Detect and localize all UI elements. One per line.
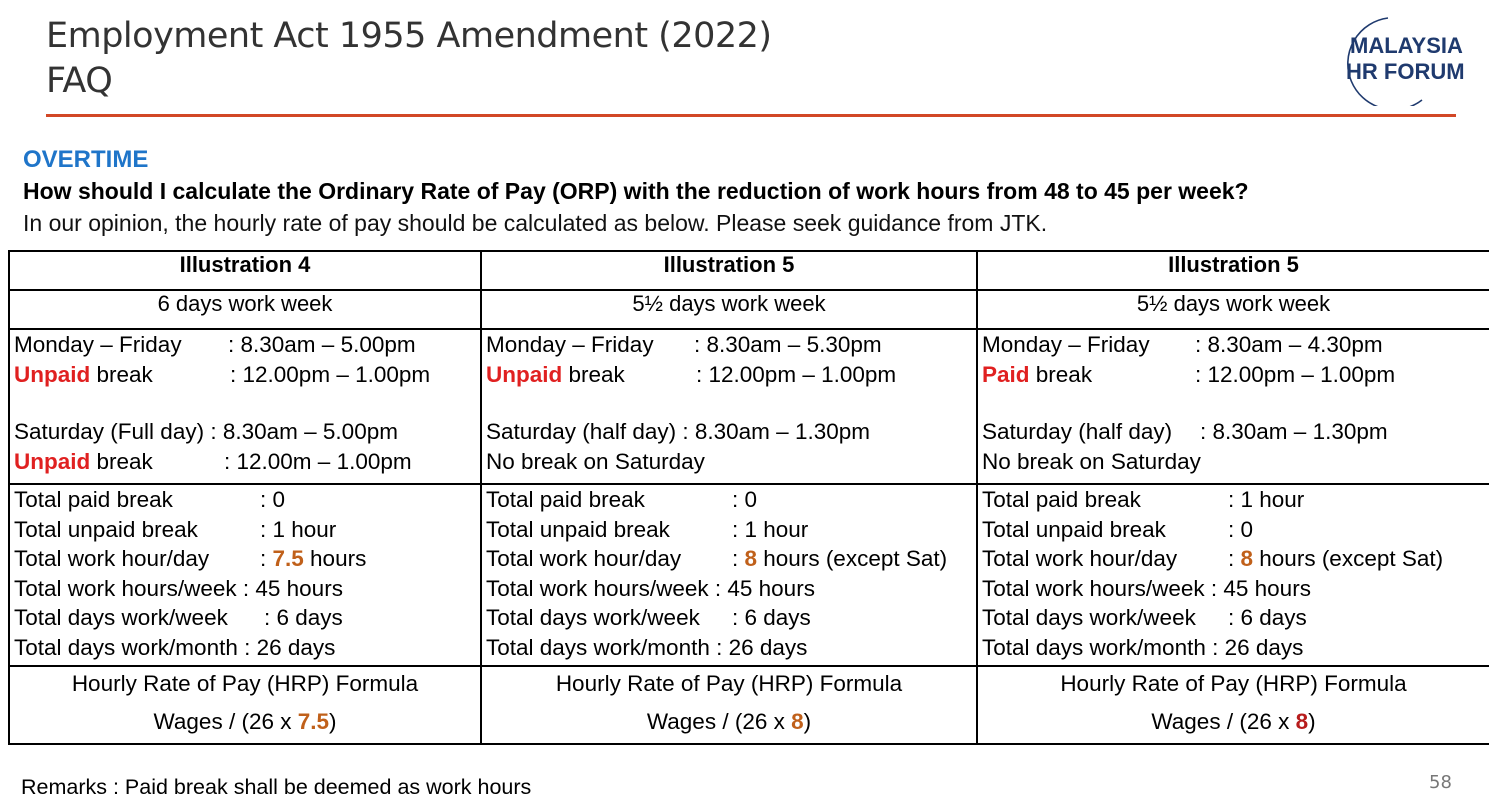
- no-break-note: No break on Saturday: [486, 448, 705, 474]
- unpaid-break-label: Total unpaid break: [14, 516, 198, 542]
- saturday-line: [982, 417, 1485, 447]
- hour-day-label: Total work hour/day: [486, 546, 682, 571]
- days-week-value: : 6 days: [732, 605, 811, 630]
- days-month-label: Total days work/month: [14, 634, 238, 660]
- hours-week-value: : 45 hours: [714, 575, 815, 601]
- formula-number: 8: [791, 709, 804, 734]
- week-type-row: [9, 290, 1489, 329]
- formula-title: Hourly Rate of Pay (HRP) Formula: [71, 671, 419, 696]
- break-line: [14, 360, 476, 390]
- title-line-2: FAQ: [46, 61, 113, 101]
- slide-title: [46, 14, 772, 104]
- remarks-note: Remarks : Paid break shall be deemed as work hours: [21, 775, 532, 799]
- paid-break-label: Total paid break: [982, 487, 1141, 512]
- hour-day-prefix: :: [1228, 546, 1241, 571]
- formula-expression: Wages / (26 x 8): [646, 709, 812, 734]
- table-header-row: [9, 251, 1489, 290]
- days-week-value: : 6 days: [1228, 605, 1307, 630]
- totals-cell: [9, 484, 481, 666]
- break-label: break: [90, 361, 153, 387]
- illustration-table: [8, 250, 1489, 745]
- weekday-line: [14, 330, 476, 360]
- hours-week-label: Total work hours/week: [486, 575, 709, 601]
- weekday-label: Monday – Friday: [14, 332, 182, 357]
- page-number: 58: [1429, 772, 1452, 793]
- break-kind: Unpaid: [486, 361, 563, 387]
- saturday-value: : 8.30am – 5.00pm: [210, 419, 398, 444]
- break-kind: Unpaid: [14, 448, 91, 474]
- days-week-label: Total days work/week: [982, 605, 1196, 630]
- hour-day-suffix: hours: [303, 546, 367, 571]
- saturday-line: [14, 417, 476, 447]
- title-line-1: Employment Act 1955 Amendment (2022): [46, 16, 772, 56]
- totals-cell: [481, 484, 977, 666]
- totals-cell: [977, 484, 1489, 666]
- formula-number: 8: [1295, 709, 1309, 734]
- saturday-label: Saturday (Full day): [14, 419, 205, 444]
- break-line: [982, 360, 1485, 390]
- days-month-value: : 26 days: [716, 634, 808, 660]
- unpaid-break-label: Total unpaid break: [486, 516, 670, 542]
- week-type-cell: 6 days work week: [9, 290, 481, 329]
- break-label: break: [562, 361, 625, 387]
- paid-break-label: Total paid break: [14, 487, 173, 512]
- weekday-label: Monday – Friday: [982, 332, 1150, 357]
- hours-week-label: Total work hours/week: [14, 575, 237, 601]
- break-line: [14, 447, 476, 477]
- paid-break-value: : 0: [260, 487, 286, 512]
- unpaid-break-value: : 1 hour: [732, 516, 809, 542]
- schedule-cell: [977, 329, 1489, 484]
- no-break-note: No break on Saturday: [982, 448, 1201, 474]
- break-value: : 12.00m – 1.00pm: [224, 448, 412, 474]
- formula-cell: [481, 666, 977, 744]
- formula-expression: Wages / (26 x 7.5): [153, 709, 337, 734]
- paid-break-value: : 1 hour: [1228, 487, 1305, 512]
- hour-day-number: 8: [1240, 546, 1254, 571]
- days-month-label: Total days work/month: [982, 634, 1206, 660]
- weekday-line: [486, 330, 972, 360]
- saturday-value: : 8.30am – 1.30pm: [1200, 419, 1388, 444]
- formula-number: 7.5: [297, 709, 329, 734]
- section-heading: OVERTIME: [23, 146, 149, 173]
- formula-title: Hourly Rate of Pay (HRP) Formula: [555, 671, 903, 696]
- malaysia-hr-forum-logo: [1326, 14, 1476, 106]
- saturday-label: Saturday (half day): [982, 419, 1173, 444]
- hour-day-prefix: :: [260, 546, 273, 571]
- opinion-text: In our opinion, the hourly rate of pay should be calculated as below. Please seek guidance from JTK.: [23, 210, 1048, 236]
- hour-day-number: 7.5: [272, 546, 304, 571]
- break-value: : 12.00pm – 1.00pm: [1195, 361, 1396, 387]
- schedule-row: [9, 329, 1489, 484]
- saturday-value: : 8.30am – 1.30pm: [682, 419, 870, 444]
- break-kind: Paid: [982, 361, 1030, 387]
- logo-text-line-2: HR FORUM: [1346, 59, 1465, 84]
- formula-cell: [9, 666, 481, 744]
- formula-row: [9, 666, 1489, 744]
- hour-day-number: 8: [744, 546, 758, 571]
- saturday-label: Saturday (half day): [486, 419, 677, 444]
- weekday-value: : 8.30am – 5.00pm: [228, 332, 416, 357]
- weekday-value: : 8.30am – 5.30pm: [694, 332, 882, 357]
- days-month-value: : 26 days: [244, 634, 336, 660]
- days-week-label: Total days work/week: [486, 605, 700, 630]
- weekday-label: Monday – Friday: [486, 332, 654, 357]
- break-label: break: [90, 448, 153, 474]
- unpaid-break-value: : 1 hour: [260, 516, 337, 542]
- saturday-line: [486, 417, 972, 447]
- hours-week-value: : 45 hours: [242, 575, 343, 601]
- week-type-cell: 5½ days work week: [481, 290, 977, 329]
- break-kind: Unpaid: [14, 361, 91, 387]
- break-label: break: [1029, 361, 1093, 387]
- formula-title: Hourly Rate of Pay (HRP) Formula: [1060, 671, 1407, 696]
- days-week-label: Total days work/week: [14, 605, 228, 630]
- unpaid-break-label: Total unpaid break: [982, 516, 1166, 542]
- illustration-5b-heading: Illustration 5: [977, 251, 1489, 290]
- days-month-value: : 26 days: [1212, 634, 1304, 660]
- illustration-5-heading: Illustration 5: [481, 251, 977, 290]
- hour-day-label: Total work hour/day: [14, 546, 210, 571]
- week-type-cell: 5½ days work week: [977, 290, 1489, 329]
- weekday-line: [982, 330, 1485, 360]
- break-value: : 12.00pm – 1.00pm: [696, 361, 897, 387]
- totals-row: [9, 484, 1489, 666]
- hour-day-label: Total work hour/day: [982, 546, 1178, 571]
- paid-break-value: : 0: [732, 487, 758, 512]
- break-line: [486, 360, 972, 390]
- formula-cell: [977, 666, 1489, 744]
- schedule-cell: [481, 329, 977, 484]
- hour-day-suffix: hours (except Sat): [1253, 546, 1444, 571]
- logo-text-line-1: MALAYSIA: [1350, 33, 1463, 58]
- question-text: How should I calculate the Ordinary Rate of Pay (ORP) with the reduction of work hours from 48 to 45 per week?: [23, 178, 1249, 204]
- schedule-cell: [9, 329, 481, 484]
- hours-week-value: : 45 hours: [1210, 575, 1311, 601]
- hour-day-prefix: :: [732, 546, 745, 571]
- unpaid-break-value: : 0: [1228, 516, 1254, 542]
- break-value: : 12.00pm – 1.00pm: [230, 361, 431, 387]
- weekday-value: : 8.30am – 4.30pm: [1195, 332, 1383, 357]
- formula-expression: Wages / (26 x 8): [1151, 709, 1316, 734]
- title-divider: [46, 114, 1456, 117]
- hours-week-label: Total work hours/week: [982, 575, 1205, 601]
- hour-day-suffix: hours (except Sat): [757, 546, 948, 571]
- days-week-value: : 6 days: [264, 605, 343, 630]
- days-month-label: Total days work/month: [486, 634, 710, 660]
- illustration-4-heading: Illustration 4: [9, 251, 481, 290]
- paid-break-label: Total paid break: [486, 487, 645, 512]
